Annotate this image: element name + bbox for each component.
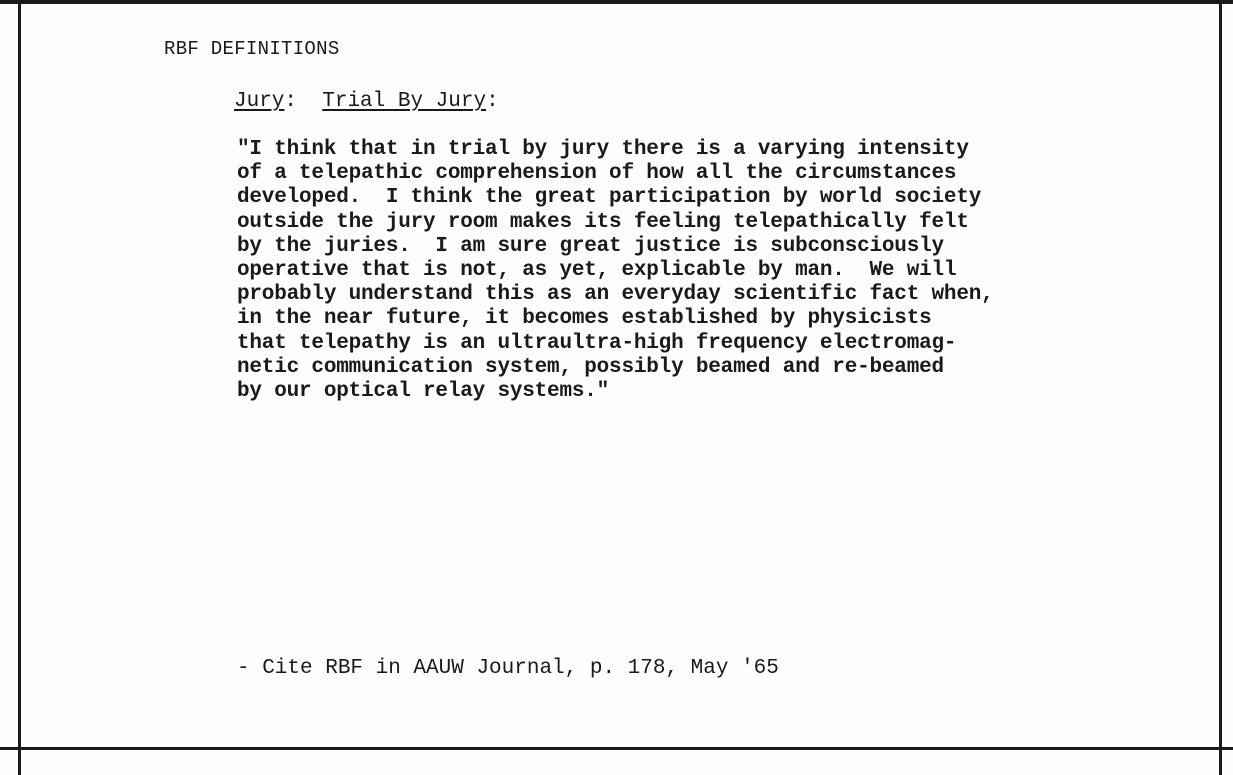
quote-line: "I think that in trial by jury there is a varying intensity <box>237 138 969 161</box>
term-separator: : <box>284 90 323 113</box>
definition-subheading <box>234 90 499 113</box>
quote-line: netic communication system, possibly beamed and re-beamed <box>237 355 944 379</box>
quote-line: in the near future, it becomes established by physicists <box>237 307 932 331</box>
definition-term: Jury <box>234 90 285 113</box>
bottom-border <box>0 747 1233 750</box>
right-border <box>1219 0 1222 775</box>
left-border <box>18 0 21 775</box>
top-border <box>0 0 1233 4</box>
page-title: RBF DEFINITIONS <box>164 38 340 60</box>
quote-line: of a telepathic comprehension of how all the circumstances <box>237 162 957 186</box>
quote-line: developed. I think the great participation by world society <box>237 186 982 210</box>
quote-line: operative that is not, as yet, explicable by man. We will <box>237 259 957 283</box>
quote-line: probably understand this as an everyday scientific fact when, <box>237 283 994 307</box>
quote-line: that telepathy is an ultraultra-high frequency electromag- <box>237 331 957 355</box>
topic-trailer: : <box>486 90 499 113</box>
definition-quote <box>237 138 1137 404</box>
quote-line: by the juries. I am sure great justice is subconsciously <box>237 234 944 258</box>
quote-line: by our optical relay systems." <box>237 380 610 404</box>
quote-line: outside the jury room makes its feeling telepathically felt <box>237 210 969 234</box>
citation: - Cite RBF in AAUW Journal, p. 178, May '65 <box>237 657 779 680</box>
definition-topic: Trial By Jury <box>322 90 487 113</box>
